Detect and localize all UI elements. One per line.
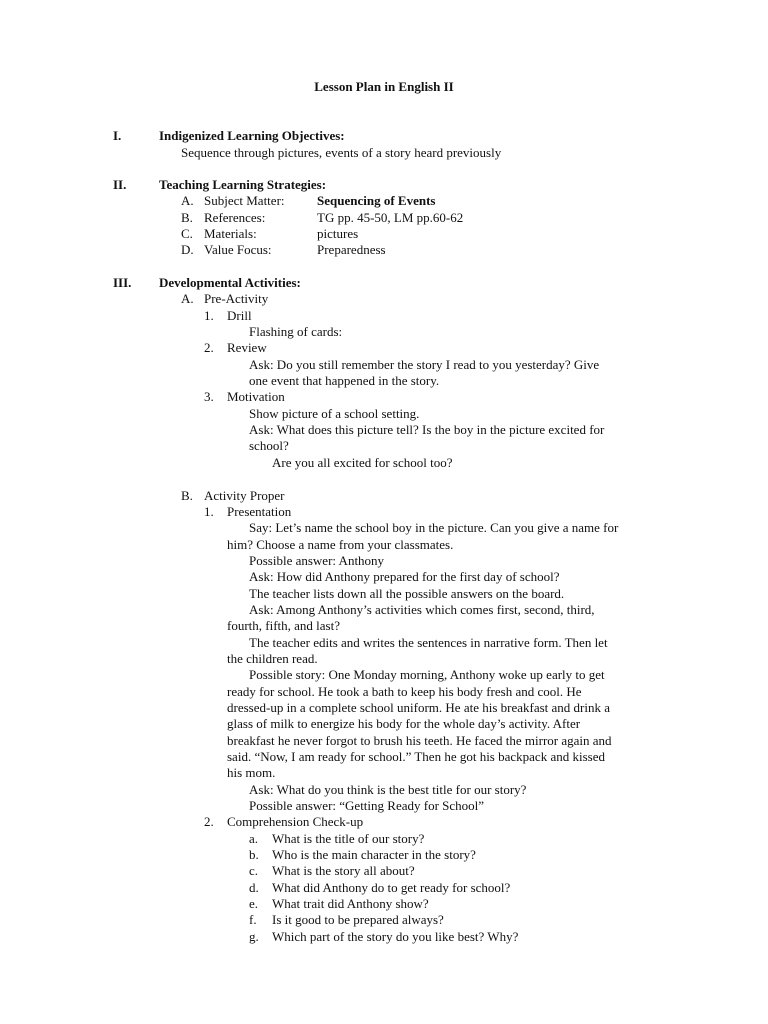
item-value: Preparedness <box>317 242 386 257</box>
step-number: 3. <box>204 389 214 404</box>
presentation-line: breakfast he never forgot to brush his teeth. He faced the mirror again and <box>227 733 612 748</box>
presentation-line: Possible answer: Anthony <box>249 553 385 568</box>
section-number: III. <box>113 275 132 290</box>
step-number: 1. <box>204 504 214 519</box>
presentation-line: ready for school. He took a bath to keep his body fresh and cool. He <box>227 684 582 699</box>
presentation-line: said. “Now, I am ready for school.” Then he got his backpack and kissed <box>227 749 605 764</box>
question-letter: b. <box>249 847 259 862</box>
presentation-line: Ask: What do you think is the best title for our story? <box>249 782 527 797</box>
presentation-line: The teacher edits and writes the sentences in narrative form. Then let <box>249 635 608 650</box>
presentation-line: his mom. <box>227 765 276 780</box>
step-title: Drill <box>227 308 252 323</box>
presentation-line: fourth, fifth, and last? <box>227 618 340 633</box>
item-letter: A. <box>181 193 194 208</box>
presentation-line: Ask: Among Anthony’s activities which comes first, second, third, <box>249 602 595 617</box>
item-label: Value Focus: <box>204 242 272 257</box>
step-text: one event that happened in the story. <box>249 373 440 388</box>
presentation-line: Ask: How did Anthony prepared for the first day of school? <box>249 569 560 584</box>
question-letter: d. <box>249 880 259 895</box>
item-letter: C. <box>181 226 193 241</box>
step-text: Flashing of cards: <box>249 324 343 339</box>
presentation-line: The teacher lists down all the possible answers on the board. <box>249 586 565 601</box>
section-heading: Teaching Learning Strategies: <box>159 177 327 192</box>
question-text: Is it good to be prepared always? <box>272 912 444 927</box>
section-heading: Indigenized Learning Objectives: <box>159 128 345 143</box>
item-label: Subject Matter: <box>204 193 285 208</box>
question-letter: c. <box>249 863 259 878</box>
item-label: Materials: <box>204 226 257 241</box>
item-label: References: <box>204 210 266 225</box>
subsection-letter: B. <box>181 488 193 503</box>
item-value: pictures <box>317 226 359 241</box>
step-number: 2. <box>204 340 214 355</box>
step-title: Review <box>227 340 267 355</box>
step-title: Comprehension Check-up <box>227 814 364 829</box>
presentation-line: glass of milk to energize his body for the whole day’s activity. After <box>227 716 581 731</box>
page-title: Lesson Plan in English II <box>314 79 454 94</box>
presentation-line: Say: Let’s name the school boy in the picture. Can you give a name for <box>249 520 619 535</box>
question-text: Who is the main character in the story? <box>272 847 476 862</box>
step-title: Motivation <box>227 389 285 404</box>
presentation-line: Possible answer: “Getting Ready for School” <box>249 798 485 813</box>
question-text: What is the story all about? <box>272 863 415 878</box>
presentation-line: dressed-up in a complete school uniform. He ate his breakfast and drink a <box>227 700 611 715</box>
question-letter: a. <box>249 831 259 846</box>
item-value: TG pp. 45-50, LM pp.60-62 <box>317 210 464 225</box>
section-number: I. <box>113 128 122 143</box>
step-text: Ask: Do you still remember the story I read to you yesterday? Give <box>249 357 600 372</box>
subsection-letter: A. <box>181 291 194 306</box>
subsection-title: Activity Proper <box>204 488 285 503</box>
presentation-line: him? Choose a name from your classmates. <box>227 537 454 552</box>
item-letter: B. <box>181 210 193 225</box>
question-text: What is the title of our story? <box>272 831 425 846</box>
question-text: What trait did Anthony show? <box>272 896 429 911</box>
presentation-line: the children read. <box>227 651 318 666</box>
question-letter: g. <box>249 929 259 944</box>
section-number: II. <box>113 177 127 192</box>
subsection-title: Pre-Activity <box>204 291 269 306</box>
question-letter: e. <box>249 896 259 911</box>
question-letter: f. <box>249 912 257 927</box>
step-number: 2. <box>204 814 214 829</box>
presentation-line: Possible story: One Monday morning, Anthony woke up early to get <box>249 667 605 682</box>
section-heading: Developmental Activities: <box>159 275 301 290</box>
objective-text: Sequence through pictures, events of a story heard previously <box>181 145 502 160</box>
step-text: Show picture of a school setting. <box>249 406 420 421</box>
item-value: Sequencing of Events <box>317 193 436 208</box>
step-number: 1. <box>204 308 214 323</box>
step-text: school? <box>249 438 289 453</box>
step-text: Are you all excited for school too? <box>272 455 453 470</box>
step-title: Presentation <box>227 504 292 519</box>
item-letter: D. <box>181 242 194 257</box>
step-text: Ask: What does this picture tell? Is the boy in the picture excited for <box>249 422 605 437</box>
question-text: What did Anthony do to get ready for school? <box>272 880 511 895</box>
question-text: Which part of the story do you like best? Why? <box>272 929 519 944</box>
